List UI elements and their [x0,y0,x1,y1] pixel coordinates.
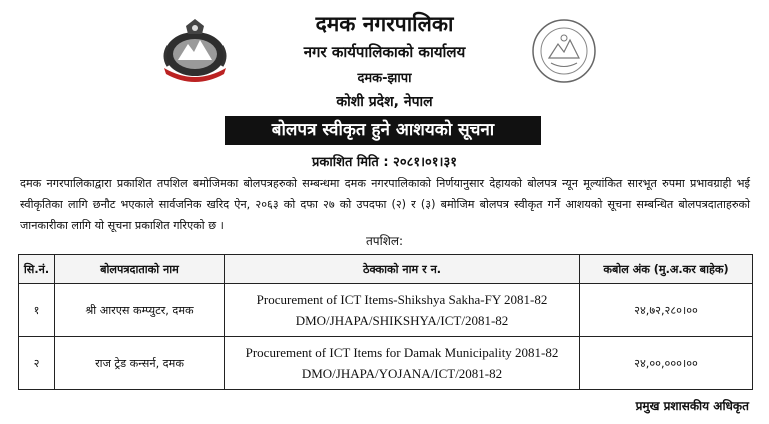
province-name: कोशी प्रदेश, नेपाल [336,94,433,110]
header-contract: ठेक्काको नाम र न. [225,255,580,284]
notice-paragraph: दमक नगरपालिकाद्वारा प्रकाशित तपशिल बमोजिमका बोलपत्रहरुको सम्बन्धमा दमक नगरपालिकाको निर्णयानुसार देहायको बोलपत्र न्यून मूल्यांकित सारभूत रुपमा प्रभावग्राही भई स्वीकृतिका लागि छनौट भएकाले सार्वजनिक खरिद ऐन, २०६३ को दफा २७ को उपदफा (२) र (३) बमोजिम बोलपत्र स्वीकृत गर्ने आशयको सूचना सम्बन्धित बोलपत्रदाताहरुको जानकारीका लागि यो सूचना प्रकाशित गरिएको छ । [20,177,750,232]
details-label: तपशिल: [365,234,404,248]
header-amount: कबोल अंक (मु.अ.कर बाहेक) [580,255,753,284]
office-name: नगर कार्यपालिकाको कार्यालय [303,43,466,61]
row-sn: २ [19,337,55,390]
award-table [18,254,753,390]
row-sn: १ [19,284,55,337]
table-row [19,337,753,390]
contract-name: Procurement of ICT Items for Damak Municipality 2081-82 [245,345,559,360]
row-bidder: राज ट्रेड कन्सर्न, दमक [55,337,225,390]
row-amount: २४,७२,२८०।०० [580,284,753,337]
table-row [19,284,753,337]
contract-no: DMO/JHAPA/SHIKSHYA/ICT/2081-82 [295,313,509,328]
row-bidder: श्री आरएस कम्प्युटर, दमक [55,284,225,337]
office-location: दमक-झापा [357,71,412,86]
row-amount: २४,००,०००।०० [580,337,753,390]
row-contract [225,284,580,337]
table-header-row [19,255,753,284]
signer-title: प्रमुख प्रशासकीय अधिकृत [635,399,749,413]
contract-no: DMO/JHAPA/YOJANA/ICT/2081-82 [301,366,503,381]
municipality-name: दमक नगरपालिका [315,12,454,36]
header-bidder: बोलपत्रदाताको नाम [55,255,225,284]
notice-title: बोलपत्र स्वीकृत हुने आशयको सूचना [225,116,541,145]
published-date: प्रकाशित मिति : २०८१।०१।३१ [312,155,457,170]
contract-name: Procurement of ICT Items-Shikshya Sakha-FY 2081-82 [256,292,548,307]
row-contract [225,337,580,390]
header-sn: सि.नं. [19,255,55,284]
